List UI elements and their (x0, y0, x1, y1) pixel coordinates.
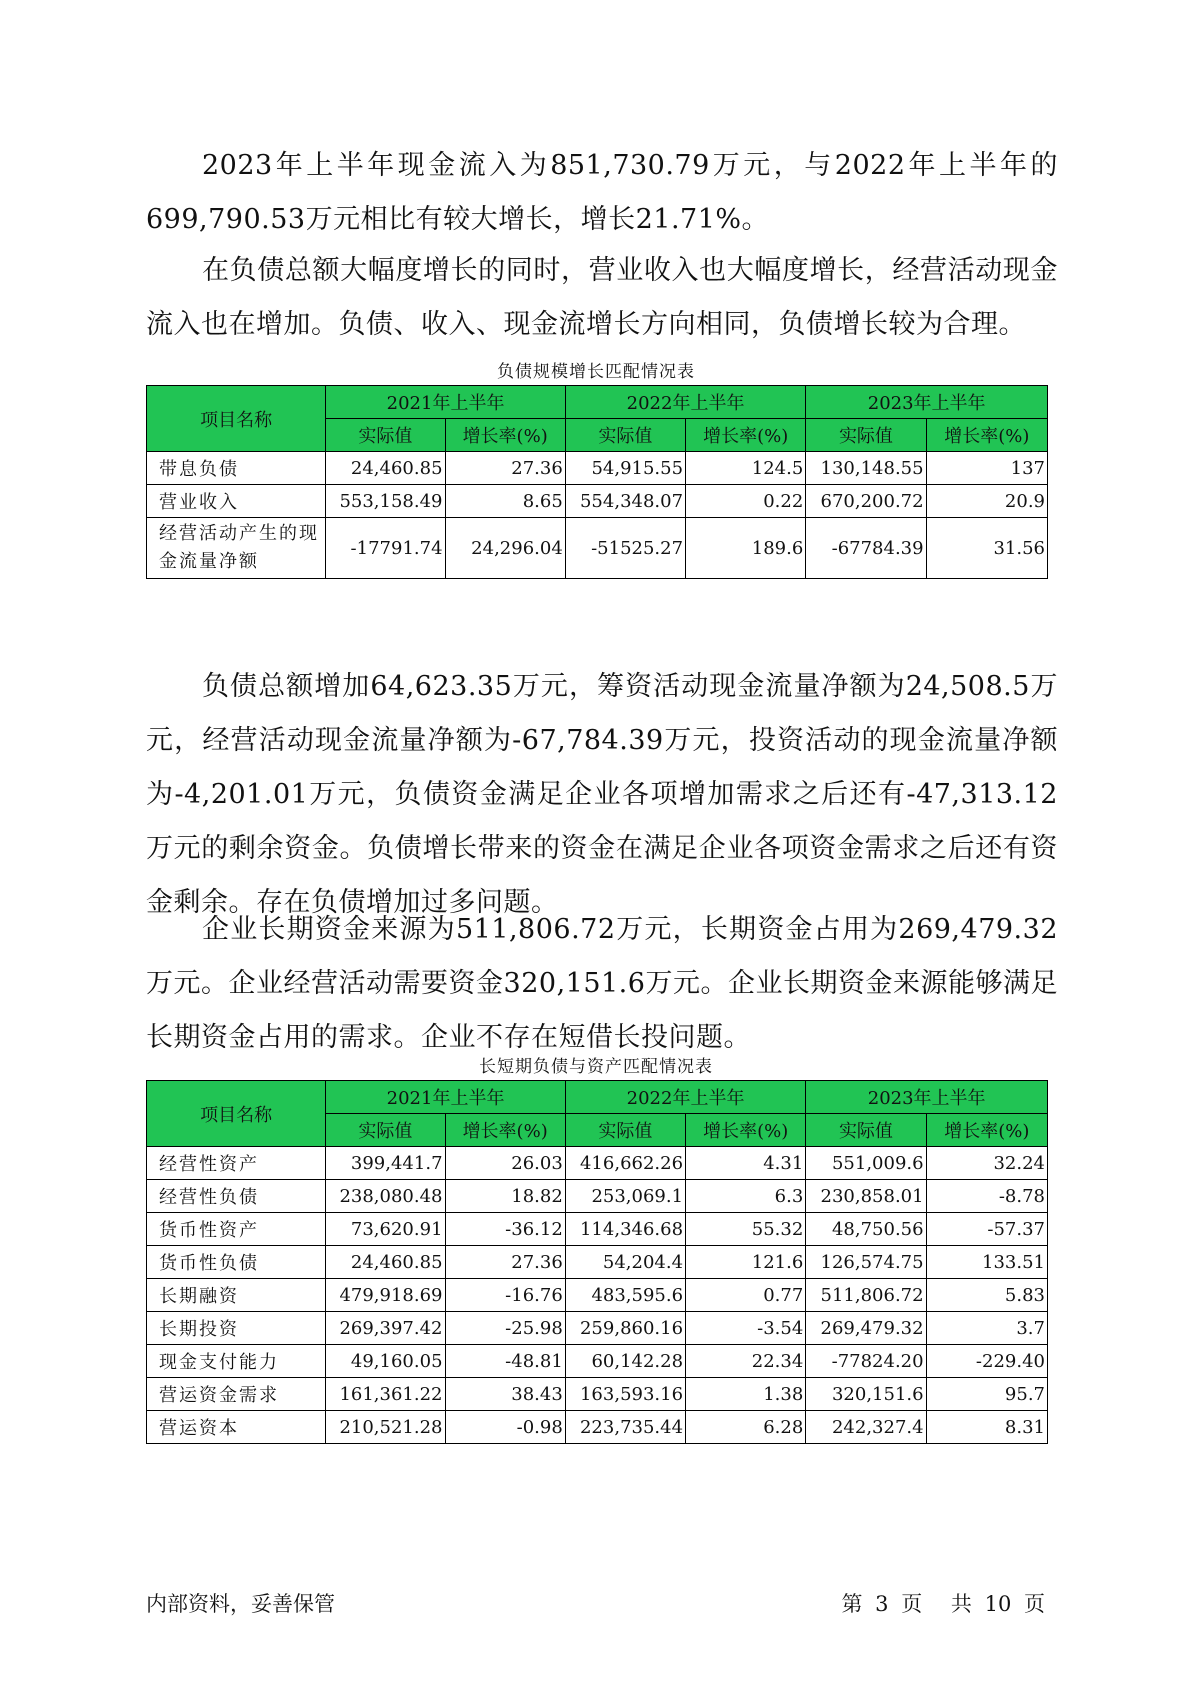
table-row (147, 1213, 1048, 1246)
cell-value: -67784.39 (806, 518, 926, 579)
table-row (147, 485, 1048, 518)
cell-value: 4.31 (686, 1147, 806, 1180)
table-row (147, 1345, 1048, 1378)
cell-value: -0.98 (445, 1411, 565, 1444)
row-label: 现金支付能力 (147, 1345, 326, 1378)
header-actual-2022: 实际值 (565, 419, 685, 452)
cell-value: 49,160.05 (326, 1345, 445, 1378)
cell-value: 73,620.91 (326, 1213, 445, 1246)
row-label: 营业收入 (147, 485, 326, 518)
header-growth-2023: 增长率(%) (926, 419, 1047, 452)
cell-value: 483,595.6 (565, 1279, 685, 1312)
liability-growth-table (146, 385, 1048, 579)
table1-caption: 负债规模增长匹配情况表 (497, 362, 695, 382)
cell-value: 137 (926, 452, 1047, 485)
table-row (147, 1312, 1048, 1345)
row-label: 经营活动产生的现金流量净额 (147, 518, 326, 579)
cell-value: 320,151.6 (806, 1378, 926, 1411)
cell-value: 416,662.26 (565, 1147, 685, 1180)
cell-value: 479,918.69 (326, 1279, 445, 1312)
header-period-2023: 2023年上半年 (806, 1081, 1048, 1114)
row-label: 货币性负债 (147, 1246, 326, 1279)
cell-value: 54,204.4 (565, 1246, 685, 1279)
header-actual-2021: 实际值 (326, 419, 445, 452)
header-period-2022: 2022年上半年 (565, 1081, 806, 1114)
header-actual-2021: 实际值 (326, 1114, 445, 1147)
table-row (147, 1411, 1048, 1444)
header-actual-2023: 实际值 (806, 419, 926, 452)
footer-page-indicator (841, 1588, 1045, 1618)
cell-value: -77824.20 (806, 1345, 926, 1378)
cell-value: -229.40 (926, 1345, 1047, 1378)
header-period-2021: 2021年上半年 (326, 386, 565, 419)
row-label: 营运资本 (147, 1411, 326, 1444)
total-pages: 10 (984, 1592, 1012, 1616)
cell-value: 95.7 (926, 1378, 1047, 1411)
header-growth-2021: 增长率(%) (445, 419, 565, 452)
header-item-name: 项目名称 (147, 386, 326, 452)
cell-value: 27.36 (445, 452, 565, 485)
cell-value: 253,069.1 (565, 1180, 685, 1213)
table-row (147, 1279, 1048, 1312)
cell-value: 121.6 (686, 1246, 806, 1279)
cell-value: -8.78 (926, 1180, 1047, 1213)
row-label: 营运资金需求 (147, 1378, 326, 1411)
row-label: 货币性资产 (147, 1213, 326, 1246)
cell-value: 0.22 (686, 485, 806, 518)
cell-value: -25.98 (445, 1312, 565, 1345)
header-growth-2022: 增长率(%) (686, 419, 806, 452)
header-growth-2021: 增长率(%) (445, 1114, 565, 1147)
header-item-name: 项目名称 (147, 1081, 326, 1147)
footer-confidential-note: 内部资料，妥善保管 (146, 1592, 335, 1616)
cell-value: 26.03 (445, 1147, 565, 1180)
cell-value: 32.24 (926, 1147, 1047, 1180)
paragraph-liability-surplus: 负债总额增加64,623.35万元，筹资活动现金流量净额为24,508.5万元，经营活动现金流量净额为-67,784.39万元，投资活动的现金流量净额为-4,201.01万元，负债资金满足企业各项增加需求之后还有-47,313.12万元的剩余资金。负债增长带来的资金在满足企业各项资金需求之后还有资金剩余。存在负债增加过多问题。 (146, 671, 1058, 918)
cell-value: 55.32 (686, 1213, 806, 1246)
cell-value: 133.51 (926, 1246, 1047, 1279)
header-growth-2022: 增长率(%) (686, 1114, 806, 1147)
cell-value: 54,915.55 (565, 452, 685, 485)
cell-value: 130,148.55 (806, 452, 926, 485)
paragraph-liability-growth: 在负债总额大幅度增长的同时，营业收入也大幅度增长，经营活动现金流入也在增加。负债、收入、现金流增长方向相同，负债增长较为合理。 (146, 255, 1058, 340)
table-row (147, 518, 1048, 579)
cell-value: 20.9 (926, 485, 1047, 518)
cell-value: 269,479.32 (806, 1312, 926, 1345)
table-row (147, 1147, 1048, 1180)
header-actual-2023: 实际值 (806, 1114, 926, 1147)
cell-value: 238,080.48 (326, 1180, 445, 1213)
cell-value: 259,860.16 (565, 1312, 685, 1345)
cell-value: 553,158.49 (326, 485, 445, 518)
page-prefix: 第 (841, 1592, 863, 1616)
cell-value: 38.43 (445, 1378, 565, 1411)
paragraph-long-term-funds: 企业长期资金来源为511,806.72万元，长期资金占用为269,479.32万元。企业经营活动需要资金320,151.6万元。企业长期资金来源能够满足长期资金占用的需求。企业不存在短借长投问题。 (146, 914, 1058, 1053)
cell-value: 6.28 (686, 1411, 806, 1444)
page-number: 3 (875, 1592, 889, 1616)
cell-value: 163,593.16 (565, 1378, 685, 1411)
header-period-2021: 2021年上半年 (326, 1081, 565, 1114)
header-period-2023: 2023年上半年 (806, 386, 1048, 419)
cell-value: -17791.74 (326, 518, 445, 579)
cell-value: 60,142.28 (565, 1345, 685, 1378)
cell-value: 8.65 (445, 485, 565, 518)
total-prefix: 共 (950, 1592, 972, 1616)
cell-value: 27.36 (445, 1246, 565, 1279)
cell-value: 48,750.56 (806, 1213, 926, 1246)
row-label: 长期投资 (147, 1312, 326, 1345)
cell-value: 511,806.72 (806, 1279, 926, 1312)
cell-value: -51525.27 (565, 518, 685, 579)
cell-value: -3.54 (686, 1312, 806, 1345)
table-row (147, 1180, 1048, 1213)
table-row (147, 1378, 1048, 1411)
cell-value: 230,858.01 (806, 1180, 926, 1213)
row-label: 长期融资 (147, 1279, 326, 1312)
cell-value: 670,200.72 (806, 485, 926, 518)
asset-liability-match-table (146, 1080, 1048, 1444)
cell-value: 269,397.42 (326, 1312, 445, 1345)
cell-value: 31.56 (926, 518, 1047, 579)
row-label: 经营性负债 (147, 1180, 326, 1213)
cell-value: 8.31 (926, 1411, 1047, 1444)
table-row (147, 452, 1048, 485)
cell-value: 24,460.85 (326, 1246, 445, 1279)
cell-value: -36.12 (445, 1213, 565, 1246)
cell-value: -16.76 (445, 1279, 565, 1312)
table-row (147, 1246, 1048, 1279)
paragraph-cash-inflow: 2023年上半年现金流入为851,730.79万元，与2022年上半年的699,790.53万元相比有较大增长，增长21.71%。 (146, 150, 1058, 235)
total-unit: 页 (1024, 1592, 1045, 1616)
cell-value: 223,735.44 (565, 1411, 685, 1444)
row-label: 带息负债 (147, 452, 326, 485)
cell-value: 18.82 (445, 1180, 565, 1213)
row-label: 经营性资产 (147, 1147, 326, 1180)
cell-value: 6.3 (686, 1180, 806, 1213)
cell-value: 124.5 (686, 452, 806, 485)
cell-value: -48.81 (445, 1345, 565, 1378)
cell-value: 114,346.68 (565, 1213, 685, 1246)
cell-value: 24,460.85 (326, 452, 445, 485)
cell-value: 24,296.04 (445, 518, 565, 579)
cell-value: 161,361.22 (326, 1378, 445, 1411)
header-period-2022: 2022年上半年 (565, 386, 806, 419)
cell-value: 399,441.7 (326, 1147, 445, 1180)
cell-value: 554,348.07 (565, 485, 685, 518)
cell-value: 0.77 (686, 1279, 806, 1312)
cell-value: -57.37 (926, 1213, 1047, 1246)
table2-body (147, 1147, 1048, 1444)
cell-value: 3.7 (926, 1312, 1047, 1345)
header-actual-2022: 实际值 (565, 1114, 685, 1147)
cell-value: 5.83 (926, 1279, 1047, 1312)
cell-value: 126,574.75 (806, 1246, 926, 1279)
cell-value: 189.6 (686, 518, 806, 579)
cell-value: 210,521.28 (326, 1411, 445, 1444)
cell-value: 1.38 (686, 1378, 806, 1411)
cell-value: 22.34 (686, 1345, 806, 1378)
cell-value: 551,009.6 (806, 1147, 926, 1180)
page-unit: 页 (901, 1592, 923, 1616)
table2-caption: 长短期负债与资产匹配情况表 (479, 1057, 713, 1077)
cell-value: 242,327.4 (806, 1411, 926, 1444)
header-growth-2023: 增长率(%) (926, 1114, 1047, 1147)
